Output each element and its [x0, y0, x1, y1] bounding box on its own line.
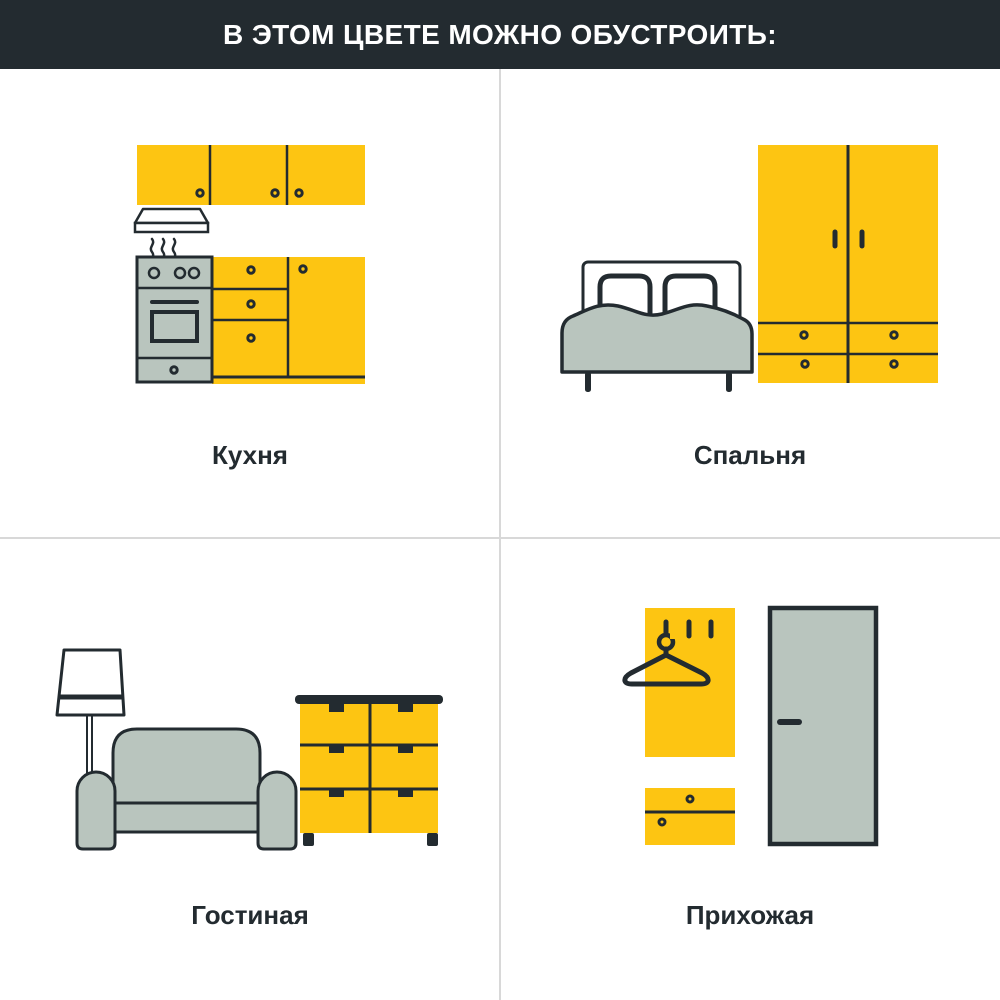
room-label-bedroom: Спальня [693, 440, 807, 470]
quadrant-divider-horizontal [0, 537, 1000, 539]
stove-icon [137, 257, 212, 382]
room-label-hallway: Прихожая [685, 900, 815, 930]
base-cabinets-icon [212, 257, 365, 384]
blanket [562, 305, 752, 372]
upper-cabinets-icon [137, 145, 365, 205]
double-bed-icon [562, 262, 752, 392]
living-room-illustration [50, 640, 450, 855]
header-title: В ЭТОМ ЦВЕТЕ МОЖНО ОБУСТРОИТЬ: [223, 18, 777, 50]
sofa-icon [77, 729, 296, 849]
drawer-chest-icon [295, 695, 443, 846]
sofa-back [113, 729, 260, 832]
sofa-arm [258, 772, 296, 849]
chest-foot [427, 833, 438, 846]
shoe-cabinet-icon [645, 788, 735, 845]
bed-leg [585, 372, 591, 392]
chest-top [295, 695, 443, 704]
oven-window [152, 312, 197, 341]
quadrant-divider-vertical [499, 69, 501, 1000]
room-label-living-room: Гостиная [191, 900, 309, 930]
hallway-illustration [600, 600, 900, 855]
room-label-kitchen: Кухня [212, 440, 288, 470]
bed-leg [726, 372, 732, 392]
kitchen-illustration [125, 140, 375, 402]
header-banner [0, 0, 1000, 69]
door-icon [770, 608, 876, 844]
sofa-arm [77, 772, 115, 849]
wardrobe-icon [758, 145, 938, 383]
chest-foot [303, 833, 314, 846]
bedroom-illustration [555, 140, 945, 402]
